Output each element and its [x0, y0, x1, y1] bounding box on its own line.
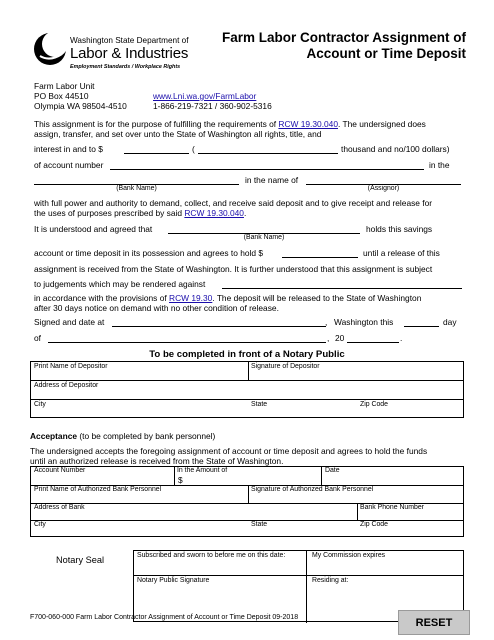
signed-label: Signed and date at: [34, 317, 105, 327]
state-depositor[interactable]: State: [251, 401, 268, 408]
year-prefix: 20: [335, 333, 345, 343]
account-hold-label: account or time deposit in its possession and agrees to hold $: [34, 248, 264, 258]
hold-amount-field[interactable]: [282, 257, 358, 258]
city-depositor[interactable]: City: [34, 401, 46, 408]
rcw-19-30-link[interactable]: RCW 19.30: [169, 293, 213, 303]
in-amount-cell[interactable]: In the Amount of: [177, 467, 228, 474]
phone-numbers: 1-866-219-7321 / 360-902-5316: [153, 101, 272, 111]
judgements-label: to judgements which may be rendered against: [34, 279, 206, 289]
acceptance-heading: [30, 432, 215, 440]
p4-text-a: in accordance with the provisions of: [34, 293, 167, 303]
acceptance-text-line1: The undersigned accepts the foregoing assignment of account or time deposit and agrees to hold the funds: [30, 446, 428, 456]
address-unit: Farm Labor Unit: [34, 81, 95, 91]
assignor-caption: (Assignor): [367, 185, 400, 192]
zip-depositor[interactable]: Zip Code: [360, 401, 388, 408]
account-number-field[interactable]: [110, 169, 424, 170]
comma-2: ,: [327, 333, 330, 343]
date-cell[interactable]: Date: [325, 467, 340, 474]
in-the-name-of-label: in the name of: [245, 175, 299, 185]
website-link[interactable]: www.Lni.wa.gov/FarmLabor: [153, 91, 257, 101]
print-name-bank-cell[interactable]: Print Name of Authorized Bank Personnel: [34, 486, 162, 493]
until-release-label: until a release of this: [363, 248, 440, 258]
p4-text-b: . The deposit will be released to the State of Washington: [212, 293, 422, 303]
acceptance-heading-rest: (to be completed by bank personnel): [79, 431, 216, 441]
p2-text-a: the uses of purposes prescribed by said: [34, 208, 183, 218]
interest-label: interest in and to $: [34, 144, 103, 154]
address-bank-cell[interactable]: Address of Bank: [34, 504, 85, 511]
form-title: [166, 30, 466, 61]
dollar-sign: $: [178, 475, 183, 485]
washington-this-label: Washington this: [334, 317, 394, 327]
bank-table: [30, 466, 464, 537]
amount-field[interactable]: [124, 153, 189, 154]
signature-bank-cell[interactable]: Signature of Authorized Bank Personnel: [251, 486, 374, 493]
rcw-19-30-040-link[interactable]: RCW 19.30.040: [278, 119, 338, 129]
paragraph-2-line2: [34, 209, 246, 217]
of-label: of: [34, 333, 41, 343]
bank-phone-cell[interactable]: Bank Phone Number: [360, 504, 424, 511]
judgements-field[interactable]: [222, 288, 462, 289]
acceptance-heading-bold: Acceptance: [30, 431, 78, 441]
print-name-depositor[interactable]: Print Name of Depositor: [34, 363, 108, 370]
period: .: [400, 333, 403, 343]
paragraph-4-line2: after 30 days notice on demand with no other condition of release.: [34, 303, 279, 313]
commission-expires-cell[interactable]: My Commission expires: [312, 552, 386, 559]
residing-at-cell[interactable]: Residing at:: [312, 577, 349, 584]
amount-words-field[interactable]: [198, 153, 338, 154]
p1-text-a: This assignment is for the purpose of fulfilling the requirements of: [34, 119, 277, 129]
paragraph-1: [34, 120, 426, 128]
form-title-line2: Account or Time Deposit: [306, 45, 466, 61]
subscribed-cell[interactable]: Subscribed and sworn to before me on this date:: [137, 552, 286, 559]
bank-name-caption-2: (Bank Name): [243, 234, 285, 241]
rcw-19-30-040-link-2[interactable]: RCW 19.30.040: [184, 208, 244, 218]
notary-signature-cell[interactable]: Notary Public Signature: [137, 577, 210, 584]
signature-depositor[interactable]: Signature of Depositor: [251, 363, 320, 370]
address-po-box: PO Box 44510: [34, 91, 89, 101]
form-title-line1: Farm Labor Contractor Assignment of: [221, 30, 466, 45]
agency-tagline: Employment Standards / Workplace Rights: [70, 64, 181, 70]
day-field[interactable]: [404, 326, 439, 327]
paragraph-3: assignment is received from the State of Washington. It is further understood that this assignment is subject: [34, 264, 433, 274]
address-depositor[interactable]: Address of Depositor: [34, 382, 99, 389]
reset-button[interactable]: RESET: [398, 610, 470, 635]
year-field[interactable]: [347, 342, 399, 343]
paragraph-4-line1: [34, 294, 421, 302]
thousand-label: thousand and no/100 dollars): [341, 144, 450, 154]
bank-name-caption: (Bank Name): [116, 185, 157, 192]
agency-name-line1: Washington State Department of: [70, 36, 189, 45]
paren-open: (: [192, 144, 195, 154]
in-the-label: in the: [429, 160, 450, 170]
account-number-cell[interactable]: Account Number: [34, 467, 86, 474]
form-id-footer: F700-060-000 Farm Labor Contractor Assignment of Account or Time Deposit 09-2018: [30, 614, 299, 621]
day-label: day: [443, 317, 457, 327]
paragraph-1-line2: assign, transfer, and set over unto the State of Washington all rights, title, and: [34, 129, 322, 139]
signed-location-field[interactable]: [112, 326, 326, 327]
notary-heading: To be completed in front of a Notary Public: [149, 349, 345, 360]
address-city: Olympia WA 98504-4510: [34, 101, 127, 111]
holds-label: holds this savings: [366, 224, 433, 234]
notary-seal-label: Notary Seal: [56, 555, 105, 565]
acceptance-text-line2: until an authorized release is received from the State of Washington.: [30, 456, 284, 466]
comma-1: ,: [325, 317, 328, 327]
agency-logo: [30, 28, 189, 74]
p1-text-b: . The undersigned does: [338, 119, 426, 129]
of-account-label: of account number: [34, 160, 104, 170]
p2-text-b: .: [243, 208, 247, 218]
month-field[interactable]: [48, 342, 326, 343]
lni-logo-icon: [33, 32, 67, 66]
understood-label: It is understood and agreed that: [34, 224, 153, 234]
city-bank-cell[interactable]: City: [34, 521, 46, 528]
agency-name-line2: Labor & Industries: [70, 45, 189, 62]
zip-bank-cell[interactable]: Zip Code: [360, 521, 388, 528]
state-bank-cell[interactable]: State: [251, 521, 268, 528]
paragraph-2-line1: with full power and authority to demand, collect, and receive said deposit and to give receipt and release for: [34, 198, 433, 208]
